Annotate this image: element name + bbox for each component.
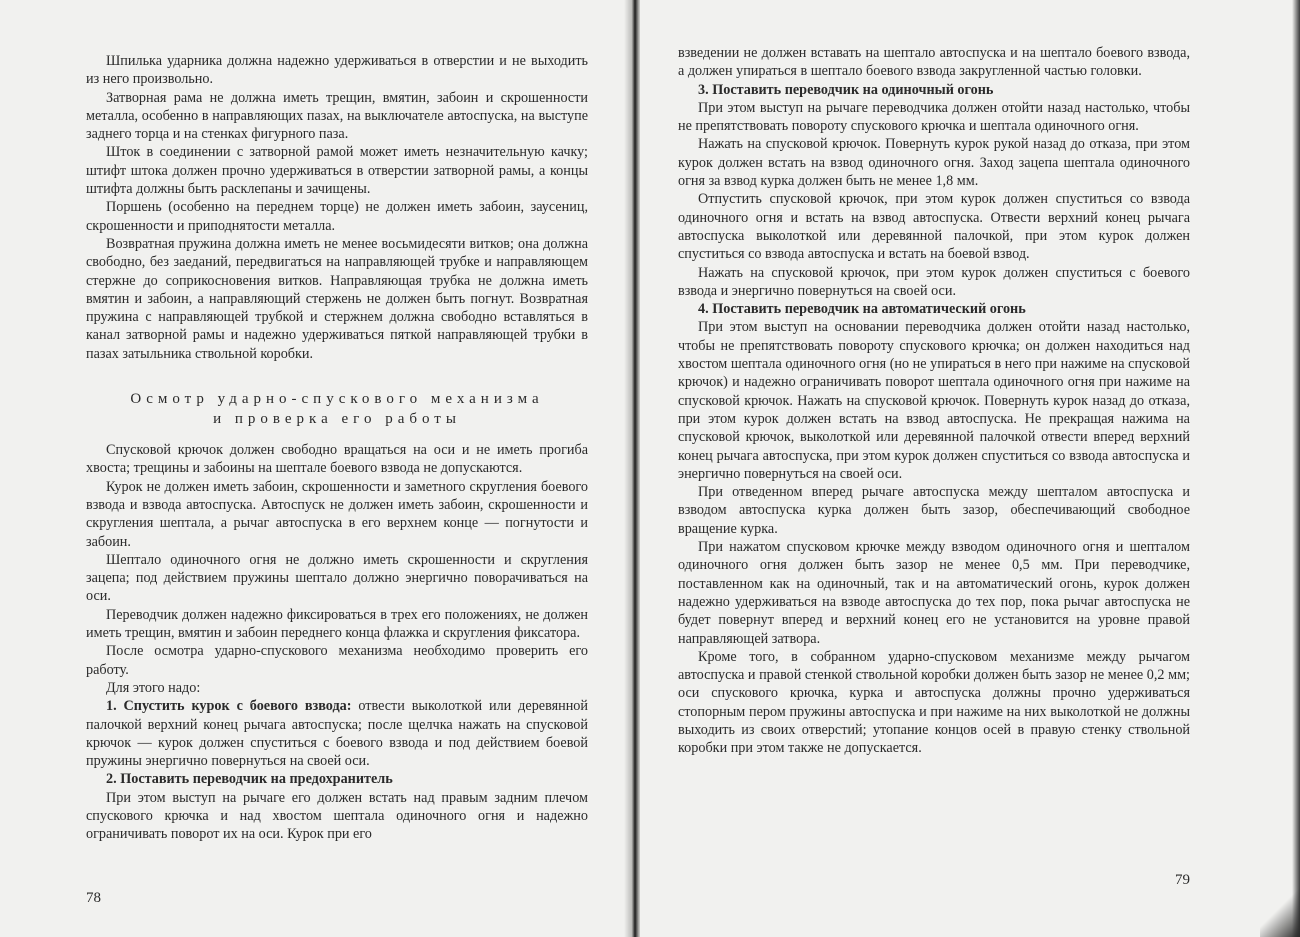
paragraph: Нажать на спусковой крючок. Повернуть курок рукой назад до отказа, при этом курок должен встать на взвод одиночного огня. Заход зацепа шептала одиночного огня за взвод курка должен быть не менее 1,8 мм. xyxy=(678,136,1190,190)
paragraph: Отпустить спусковой крючок, при этом курок должен спуститься со взвода одиночного огня и встать на взвод автоспуска. Отвести верхний конец рычага автоспуска выколоткой или деревянной палочкой, при этом курок должен спуститься со взвода автоспуска и встать на боевой взвод. xyxy=(678,191,1190,263)
section-title-line: и проверка его работы xyxy=(213,411,461,428)
paragraph: После осмотра ударно-спускового механизма необходимо проверить его работу. xyxy=(86,643,588,678)
paragraph: Для этого надо: xyxy=(106,679,201,696)
section-title-line: Осмотр ударно-спускового механизма xyxy=(130,391,544,408)
page-number: 78 xyxy=(86,890,101,906)
paragraph: взведении не должен вставать на шептало автоспуска и на шептало боевого взвода, а должен упираться в шептало боевого взвода закругленной частью головки. xyxy=(678,45,1190,80)
step-paragraph xyxy=(86,697,588,770)
left-page xyxy=(0,0,632,937)
paragraph: Шептало одиночного огня не должно иметь скрошенности и скругления зацепа; под действием пружины шептало должно энергично поворачиваться на оси. xyxy=(86,551,588,605)
right-page xyxy=(640,0,1300,937)
paragraph: При этом выступ на основании переводчика должен отойти назад настолько, чтобы не препятствовать повороту спускового крючка; он должен находиться над хвостом шептала одиночного огня (но не упираться в него при нажиме на спусковой крючок) и надежно ограничивать поворот шептала одиночного огня при нажиме на спусковой крючок. Нажать на спусковой крючок. Повернуть курок назад до отказа, при этом курок должен встать на взвод автоспуска. Не прекращая нажима на спусковой крючок, выколоткой или деревянной палочкой отвести вперед верхний конец рычага автоспуска, при этом курок должен спуститься со взвода автоспуска и энергично повернуться на своей оси. xyxy=(678,319,1190,482)
paragraph: При отведенном вперед рычаге автоспуска между шепталом автоспуска и взводом автоспуска курка должен быть зазор, обеспечивающий свободное вращение курка. xyxy=(678,484,1190,537)
section-title xyxy=(86,389,588,429)
paragraph: Нажать на спусковой крючок, при этом курок должен спуститься с боевого взвода и энергично повернуться на своей оси. xyxy=(678,264,1190,299)
step-text: отвести выколоткой или деревянной палочкой верхний конец рычага автоспуска; после щелчка нажать на спусковой крючок — курок должен спуститься с боевого взвода и под действием боевой пружины энергично повернуться на своей оси. xyxy=(86,698,588,770)
step-label: 1. Спустить курок с боевого взвода: xyxy=(106,698,352,715)
step-heading: 2. Поставить переводчик на предохранитель xyxy=(106,771,393,788)
paragraph: Кроме того, в собранном ударно-спусковом механизме между рычагом автоспуска и правой стенкой ствольной коробки должен быть зазор не менее 0,2 мм; оси спускового крючка, курка и автоспуска должны прочно удерживаться стопорным пером пружины автоспуска и при нажиме на них выколоткой не должны выходить из своих отверстий; утопание концов осей в правую стенку ствольной коробки при этом также не допускается. xyxy=(678,648,1190,757)
paragraph: Поршень (особенно на переднем торце) не должен иметь забоин, заусениц, скрошенности и приподнятости металла. xyxy=(86,199,588,234)
step-heading: 4. Поставить переводчик на автоматический огонь xyxy=(698,301,1026,318)
paragraph: Шпилька ударника должна надежно удерживаться в отверстии и не выходить из него произвольно. xyxy=(86,53,588,88)
paragraph: Переводчик должен надежно фиксироваться в трех его положениях, не должен иметь трещин, вмятин и забоин переднего конца флажка и скругления фиксатора. xyxy=(86,606,588,642)
paragraph: При этом выступ на рычаге переводчика должен отойти назад настолько, чтобы не препятствовать повороту спускового крючка и шептала одиночного огня. xyxy=(678,99,1190,135)
page-number: 79 xyxy=(1175,872,1190,888)
step-heading: 3. Поставить переводчик на одиночный огонь xyxy=(698,81,994,98)
paragraph: Курок не должен иметь забоин, скрошенности и заметного скругления боевого взвода и взвода автоспуска. Автоспуск не должен иметь забоин, скрошенности и скругления шептала, а рычаг автоспуска в его верхнем конце — погнутости и забоин. xyxy=(86,478,588,550)
paragraph: Шток в соединении с затворной рамой может иметь незначительную качку; штифт штока должен прочно удерживаться в отверстии затворной рамы, а концы штифта должны быть расклепаны и зачищены. xyxy=(86,144,588,198)
paragraph: При этом выступ на рычаге его должен встать над правым задним плечом спускового крючка и над хвостом шептала одиночного огня и надежно ограничивать поворот их на оси. Курок при его xyxy=(86,789,588,843)
paragraph: Затворная рама не должна иметь трещин, вмятин, забоин и скрошенности металла, особенно в направляющих пазах, на выключателе автоспуска, на выступе заднего торца и на стенках фигурного паза. xyxy=(86,89,588,143)
paragraph: Спусковой крючок должен свободно вращаться на оси и не иметь прогиба хвоста; трещины и забоины на шептале боевого взвода не допускаются. xyxy=(86,442,588,477)
page-corner-shadow xyxy=(1260,877,1300,937)
page-edge xyxy=(1292,0,1300,937)
paragraph: Возвратная пружина должна иметь не менее восьмидесяти витков; она должна свободно, без заеданий, передвигаться на направляющей трубке и направляющем стержне до соприкосновения витков. Направляющая трубка не должна иметь вмятин и забоин, а направляющий стержень не должен быть погнут. Возвратная пружина с направляющей трубкой и стержнем должна свободно вставляться в канал затворной рамы и надежно удерживаться пяткой направляющей трубки в пазах затыльника ствольной коробки. xyxy=(86,235,588,362)
paragraph: При нажатом спусковом крючке между взводом одиночного огня и шепталом одиночного огня должен быть зазор не менее 0,5 мм. При переводчике, поставленном как на одиночный, так и на автоматический огонь, курок должен надежно удерживаться на взводе автоспуска до тех пор, пока рычаг автоспуска не будет повернут вперед и верхний конец его не установится на уровне правой направляющей затвора. xyxy=(678,539,1190,647)
